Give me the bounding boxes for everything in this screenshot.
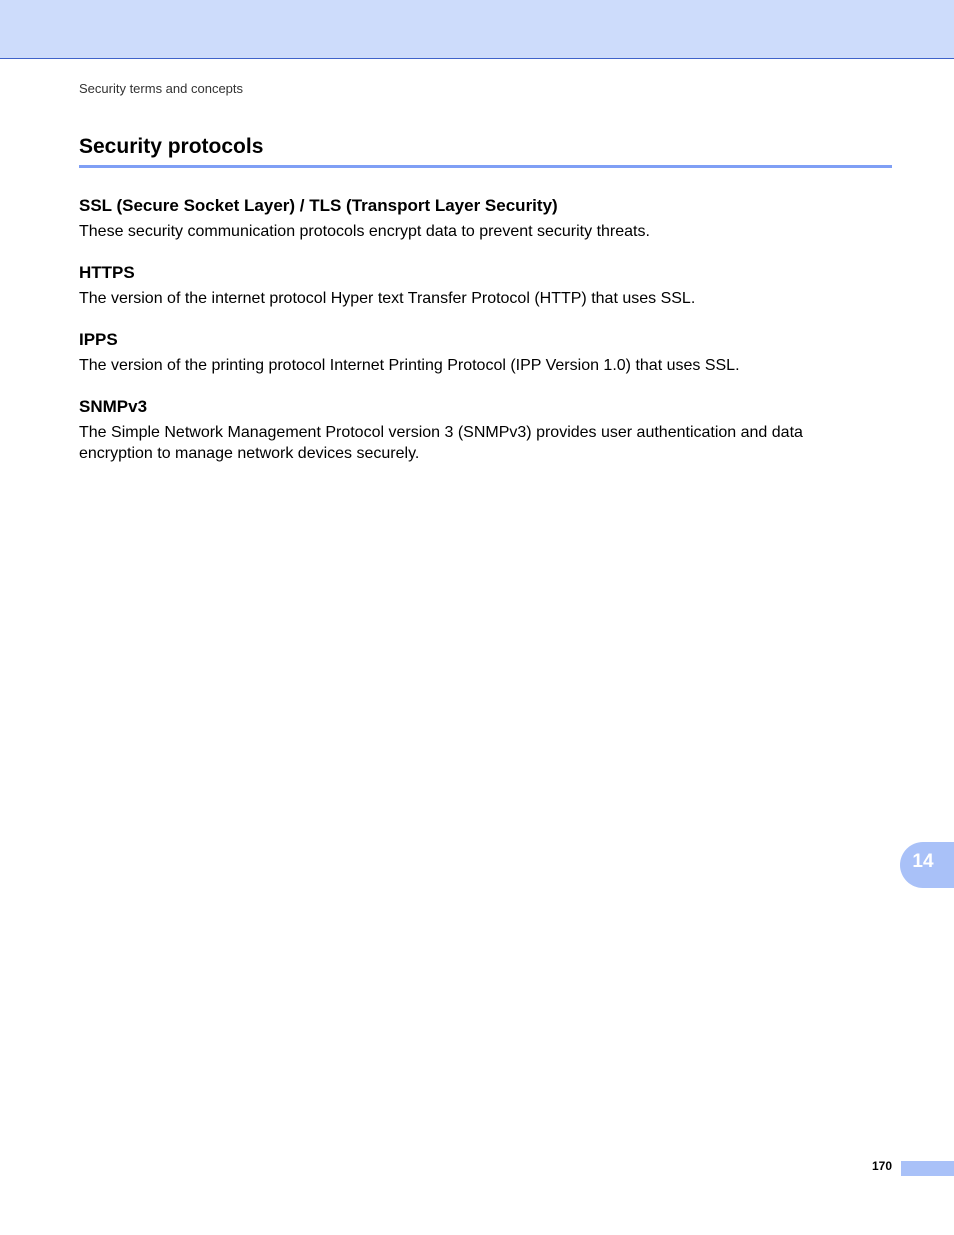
entry-heading: SNMPv3 — [79, 397, 148, 416]
running-header: Security terms and concepts — [79, 81, 244, 96]
chapter-tab — [900, 842, 954, 888]
title-underline — [79, 165, 892, 168]
page-number: 170 — [871, 1159, 892, 1173]
entry-https — [79, 262, 869, 309]
entry-heading: HTTPS — [79, 263, 135, 282]
entry-body: The version of the internet protocol Hyper text Transfer Protocol (HTTP) that uses SSL. — [79, 290, 696, 307]
footer-bar — [901, 1161, 954, 1176]
entry-body: These security communication protocols encrypt data to prevent security threats. — [79, 223, 650, 240]
entry-ipps — [79, 329, 869, 376]
entry-body: The Simple Network Management Protocol version 3 (SNMPv3) provides user authentication and data encryption to manage network devices securely. — [79, 424, 803, 462]
section-content — [79, 195, 869, 484]
chapter-number: 14 — [912, 851, 934, 872]
entry-heading: IPPS — [79, 330, 118, 349]
entry-snmpv3 — [79, 396, 869, 464]
header-band — [0, 0, 954, 59]
section-title: Security protocols — [79, 135, 264, 158]
entry-body: The version of the printing protocol Internet Printing Protocol (IPP Version 1.0) that uses SSL. — [79, 357, 740, 374]
entry-heading: SSL (Secure Socket Layer) / TLS (Transport Layer Security) — [79, 196, 558, 215]
entry-ssl-tls — [79, 195, 869, 242]
